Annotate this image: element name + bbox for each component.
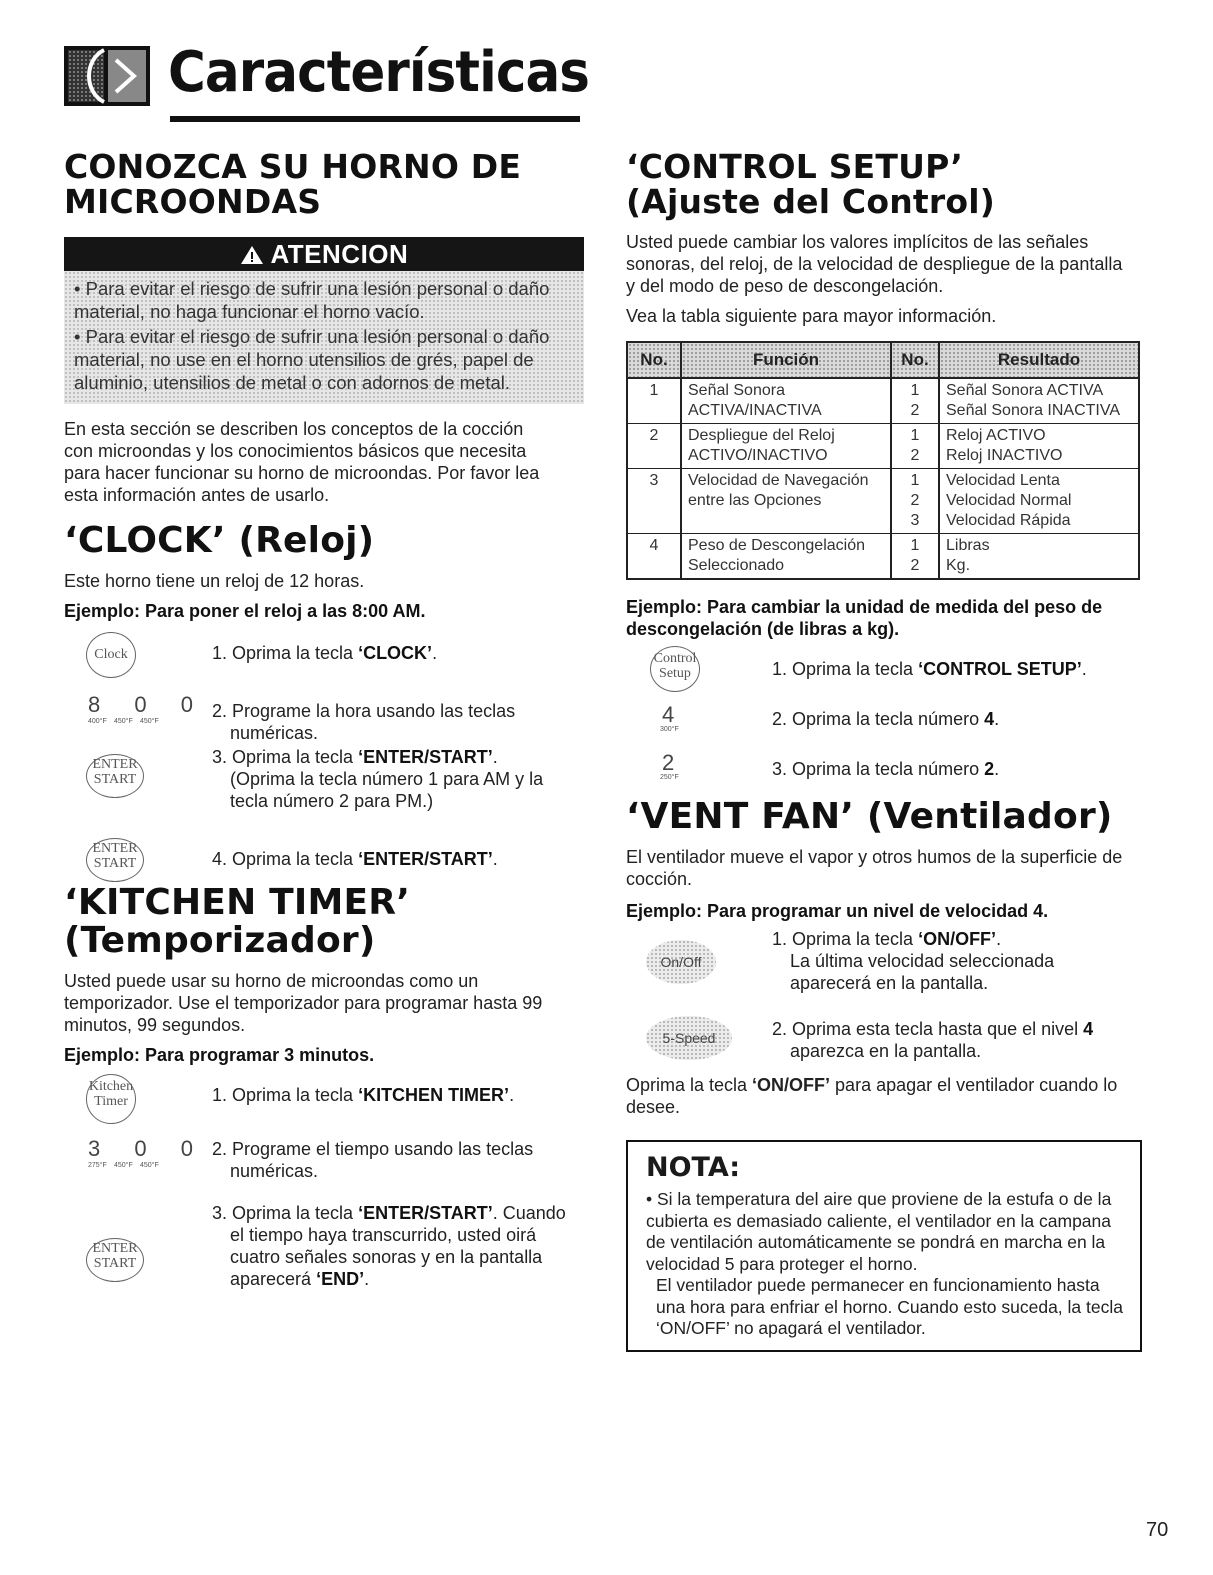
left-column [64,147,592,1289]
section-title-kitchen-timer: ‘KITCHEN TIMER’ (Temporizador) [64,882,411,961]
key-label-start: START [93,1255,137,1271]
timer-desc: Usted puede usar su horno de microondas como un temporizador. Use el temporizador para programar hasta 99 minutos, 99 segundos. [64,970,543,1035]
page-title: Características [168,40,590,105]
control-setup-key-icon [650,646,700,692]
digit-sub: 450°F [140,1161,159,1169]
table-cell: Señal Sonora ACTIVA/INACTIVA [681,378,891,424]
number-key-2: 2 [662,750,675,776]
section-title-know-your-oven: CONOZCA SU HORNO DE MICROONDAS [64,147,522,221]
setup-step-3: 3. Oprima la tecla número 2. [772,759,1000,780]
table-row [627,378,1139,424]
timer-step-3: 3. Oprima la tecla ‘ENTER/START’. Cuando el tiempo haya transcurrido, usted oirá cuatro señales sonoras y en la pantalla aparecerá ‘END’. [212,1202,566,1289]
attention-label: ATENCION [270,239,409,270]
setup-example-heading: Ejemplo: Para cambiar la unidad de medida del peso de descongelación (de libras a kg). [626,597,1103,640]
vent-example-heading: Ejemplo: Para programar un nivel de velocidad 4. [626,901,1049,922]
digit-sub: 450°F [140,718,159,726]
enter-start-key-icon [86,1238,144,1282]
table-row [627,424,1139,469]
vent-steps [626,922,1146,1074]
warning-triangle-icon [240,239,271,269]
timer-steps [64,1066,592,1289]
table-cell: 1 2 3 [891,469,939,534]
vent-step-1: 1. Oprima la tecla ‘ON/OFF’. La última velocidad seleccionada aparecerá en la pantalla. [772,929,1055,994]
table-header: Resultado [939,342,1139,378]
key-label-enter: ENTER [92,841,138,857]
number-key-4: 4 [662,702,675,728]
digit-sub: 450°F [114,1161,133,1169]
clock-step-4: 4. Oprima la tecla ‘ENTER/START’. [212,849,498,870]
clock-desc: Este horno tiene un reloj de 12 horas. [64,571,365,592]
on-off-key-icon [646,940,716,984]
attention-item: • Para evitar el riesgo de sufrir una lesión personal o daño material, no use en el horno utensilios de grés, papel de aluminio, utensilios de metal o con adornos de metal. [74,326,550,394]
clock-example-heading: Ejemplo: Para poner el reloj a las 8:00 AM. [64,601,426,622]
intro-text: En esta sección se describen los conceptos de la cocción con microondas y los conocimientos básicos que necesita para hacer funcionar su horno de microondas. Por favor lea esta información antes de usarlo. [64,419,540,506]
table-cell: 1 2 [891,378,939,424]
table-cell: 1 [627,378,681,424]
digit-sub: 275°F [88,1161,107,1169]
table-header: No. [627,342,681,378]
table-cell: Despliegue del Reloj ACTIVO/INACTIVO [681,424,891,469]
table-cell: Velocidad Lenta Velocidad Normal Velocidad Rápida [939,469,1139,534]
vent-step-2: 2. Oprima esta tecla hasta que el nivel 4 aparezca en la pantalla. [772,1019,1094,1062]
key-label-enter: ENTER [92,1240,138,1256]
key-label-enter: ENTER [92,757,138,773]
speed-key-icon [646,1016,732,1060]
right-column [626,147,1146,1352]
table-cell: 2 [627,424,681,469]
digit-sub: 400°F [88,718,107,726]
table-row [627,534,1139,580]
enter-start-key-icon [86,838,144,882]
clock-steps [64,622,592,892]
setup-step-1: 1. Oprima la tecla ‘CONTROL SETUP’. [772,659,1087,680]
key-label-setup: Setup [659,666,691,682]
clock-step-3: 3. Oprima la tecla ‘ENTER/START’. (Oprima la tecla número 1 para AM y la tecla número 2 para PM.) [212,747,544,812]
key-label-timer: Timer [94,1093,128,1109]
timer-digits: 3 0 0 [88,1135,207,1161]
table-cell: Peso de Descongelación Seleccionado [681,534,891,580]
timer-step-1: 1. Oprima la tecla ‘KITCHEN TIMER’. [212,1084,515,1105]
table-row [627,469,1139,534]
section-title-vent-fan: ‘VENT FAN’ (Ventilador) [626,796,1113,838]
clock-step-1: 1. Oprima la tecla ‘CLOCK’. [212,643,438,664]
note-text: El ventilador puede permanecer en funcionamiento hasta una hora para enfriar el horno. Cuando esto suceda, la tecla ‘ON/OFF’ no apagará el ventilador. [656,1275,1123,1339]
key-label-control: Control [653,651,697,667]
timer-step-2: 2. Programe el tiempo usando las teclas numéricas. [212,1138,534,1181]
vent-desc: El ventilador mueve el vapor y otros humos de la superficie de cocción. [626,847,1123,890]
attention-header [64,237,584,271]
clock-step-2: 2. Programe la hora usando las teclas numéricas. [212,701,516,744]
note-text: • Si la temperatura del aire que proviene de la estufa o de la cubierta es demasiado caliente, el ventilador en la campana de ventilación automáticamente se pondrá en marcha en la velocidad 5 para proteger el horno. [646,1189,1112,1274]
clock-key-icon [86,632,136,678]
attention-box [64,237,584,404]
digit-sub: 250°F [660,774,679,782]
key-label-onoff: On/Off [660,954,702,971]
table-cell: 4 [627,534,681,580]
control-setup-table [626,341,1140,580]
setup-step-2: 2. Oprima la tecla número 4. [772,709,1000,730]
key-label-speed: 5-Speed [662,1030,716,1047]
table-cell: Señal Sonora ACTIVA Señal Sonora INACTIVA [939,378,1139,424]
table-cell: Libras Kg. [939,534,1139,580]
table-header-row [627,342,1139,378]
kitchen-timer-key-icon [86,1074,136,1124]
key-label-start: START [93,772,137,788]
microwave-logo-icon [64,46,150,106]
setup-steps [626,640,1146,790]
note-title: NOTA: [646,1152,741,1184]
table-cell: 1 2 [891,424,939,469]
page-header [64,40,590,122]
key-label-kitchen: Kitchen [88,1078,134,1094]
section-title-clock: ‘CLOCK’ (Reloj) [64,520,375,562]
setup-see-table: Vea la tabla siguiente para mayor información. [626,306,997,327]
table-cell: Velocidad de Navegación entre las Opciones [681,469,891,534]
attention-item: • Para evitar el riesgo de sufrir una lesión personal o daño material, no haga funcionar el horno vacío. [74,278,550,323]
title-underline [170,116,580,122]
clock-digits: 8 0 0 [88,692,207,718]
digit-sub: 450°F [114,718,133,726]
note-box [626,1140,1142,1352]
table-header: No. [891,342,939,378]
table-header: Función [681,342,891,378]
enter-start-key-icon [86,754,144,798]
table-cell: 3 [627,469,681,534]
attention-body [64,271,584,404]
table-cell: Reloj ACTIVO Reloj INACTIVO [939,424,1139,469]
section-title-control-setup: ‘CONTROL SETUP’ (Ajuste del Control) [626,147,996,221]
setup-desc: Usted puede cambiar los valores implícitos de las señales sonoras, del reloj, de la velocidad de despliegue de la pantalla y del modo de peso de descongelación. [626,232,1123,297]
digit-sub: 300°F [660,726,679,734]
table-cell: 1 2 [891,534,939,580]
key-label-start: START [93,856,137,872]
vent-off-text: Oprima la tecla ‘ON/OFF’ para apagar el ventilador cuando lo desee. [626,1075,1118,1118]
page-number: 70 [1146,1519,1169,1541]
clock-key-label: Clock [94,647,128,663]
timer-example-heading: Ejemplo: Para programar 3 minutos. [64,1044,375,1065]
